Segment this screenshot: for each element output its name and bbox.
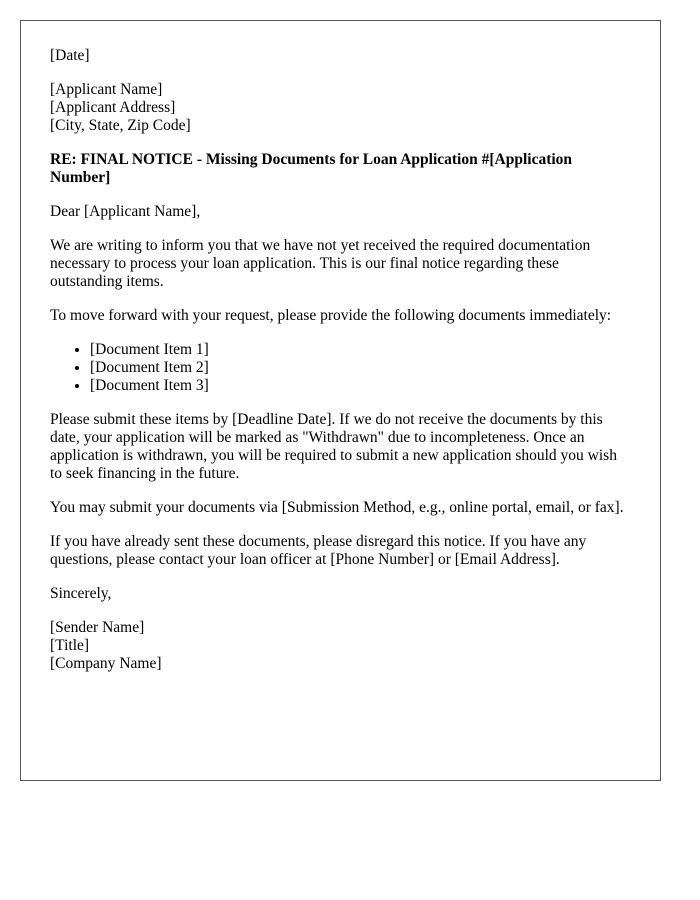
sender-title: [Title] [50,637,90,654]
body-paragraph-intro: We are writing to inform you that we have not yet received the required documentation necessary to process your loan application. This is our final notice regarding these outstanding items. [50,237,591,290]
letter-page [20,20,661,781]
subject-line: RE: FINAL NOTICE - Missing Documents for Loan Application #[Application Number] [50,151,573,186]
list-item: • [Document Item 3] [90,377,631,395]
sender-name: [Sender Name] [50,619,145,636]
recipient-block [50,81,631,135]
body-paragraph-request: To move forward with your request, please provide the following documents immediately: [50,307,612,324]
body-paragraph-contact: If you have already sent these documents, please disregard this notice. If you have any questions, please contact your loan officer at [Phone Number] or [Email Address]. [50,533,587,568]
document-list [50,341,631,395]
sender-company: [Company Name] [50,655,162,672]
list-item: • [Document Item 1] [90,341,631,359]
recipient-name: [Applicant Name] [50,81,163,98]
recipient-city-state-zip: [City, State, Zip Code] [50,117,191,134]
body-paragraph-submission: You may submit your documents via [Submission Method, e.g., online portal, email, or fax]. [50,499,624,516]
signature-block [50,619,631,673]
recipient-address: [Applicant Address] [50,99,176,116]
letter-date: [Date] [50,47,90,64]
closing: Sincerely, [50,585,112,602]
salutation: Dear [Applicant Name], [50,203,201,220]
body-paragraph-deadline: Please submit these items by [Deadline Date]. If we do not receive the documents by this date, your application will be marked as "Withdrawn" due to incompleteness. Once an application is withdrawn, you will be required to submit a new application should you wish to seek financing in the future. [50,411,617,482]
list-item: • [Document Item 2] [90,359,631,377]
